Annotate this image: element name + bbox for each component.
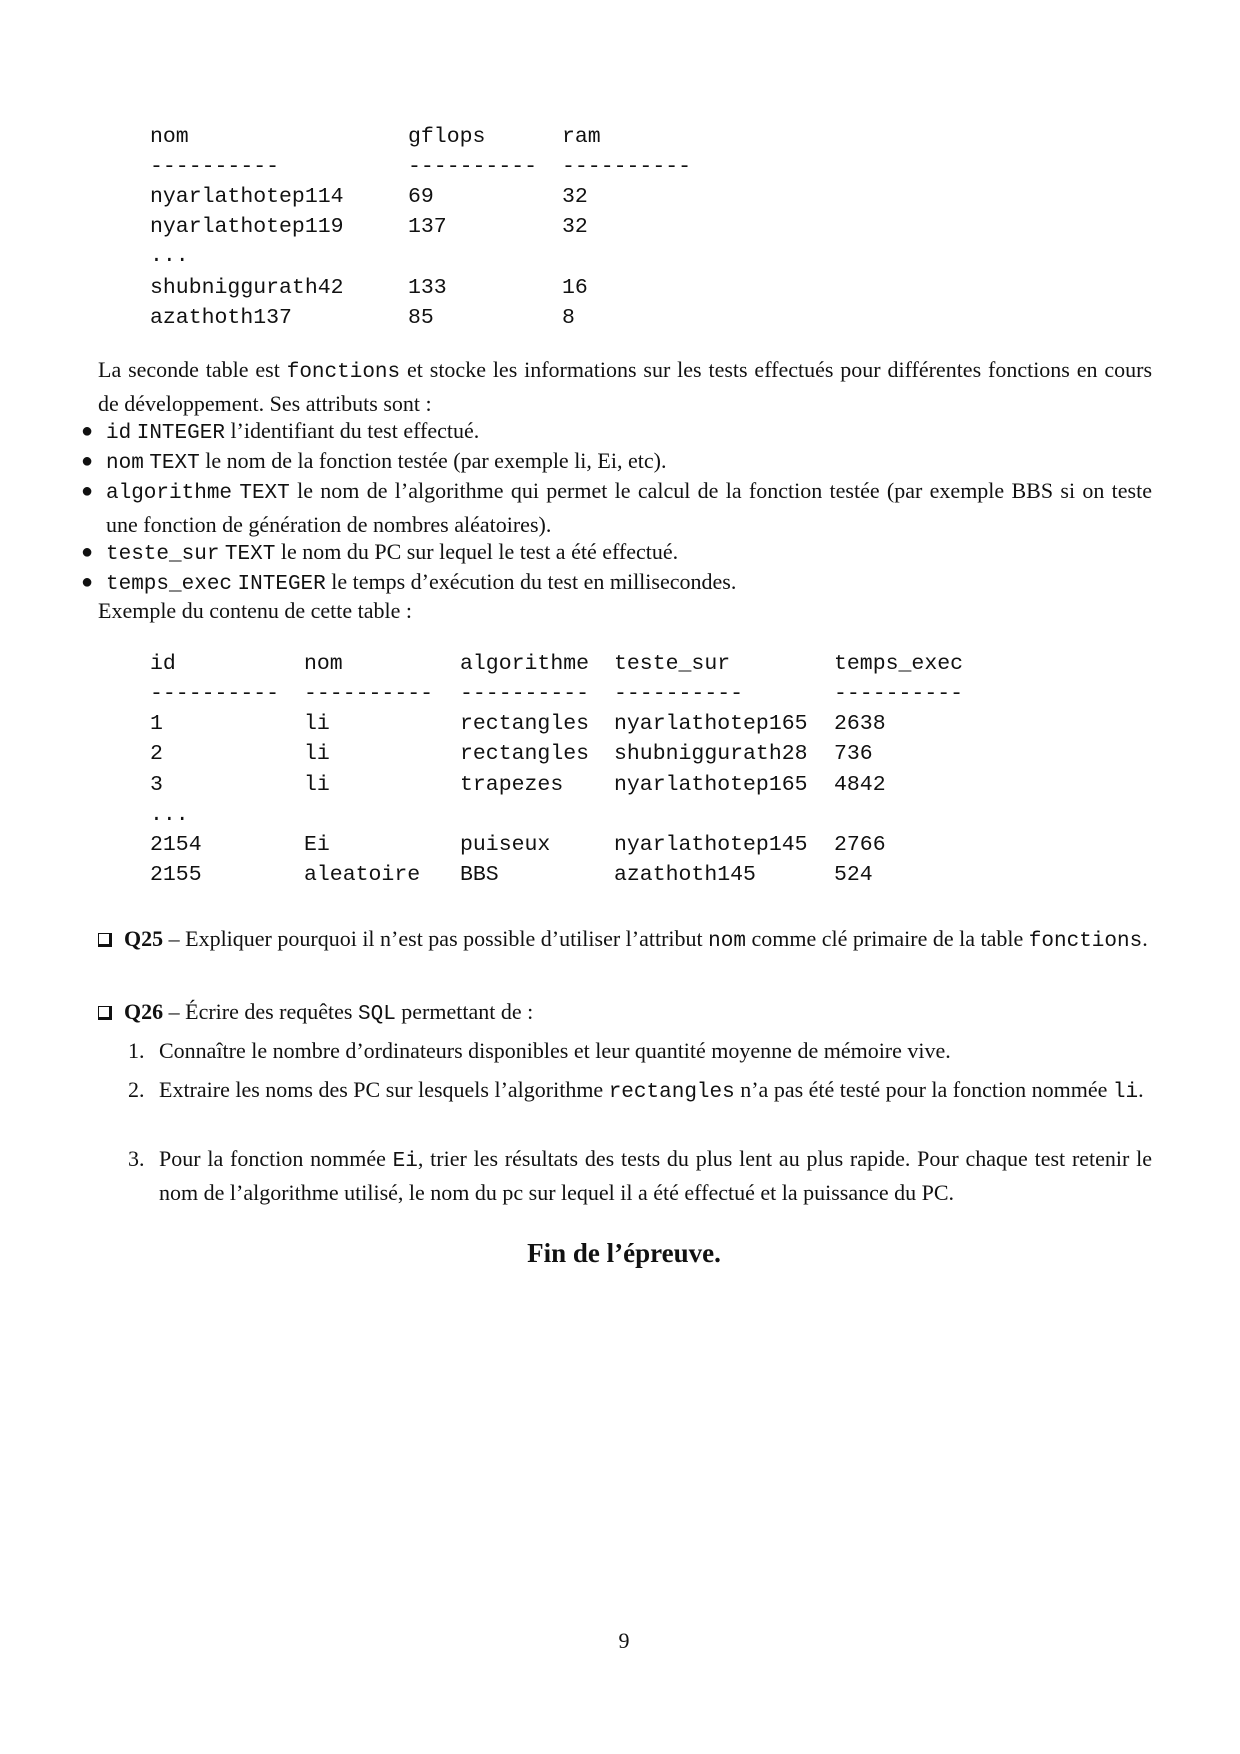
table-cell: rectangles [460, 742, 590, 766]
list-item [128, 1036, 1152, 1067]
checkbox-icon [98, 1006, 112, 1020]
list-item [128, 1075, 1152, 1109]
table-cell: 2 [150, 742, 163, 766]
end-title: Fin de l’épreuve. [527, 1238, 721, 1268]
table-cell: 4842 [834, 773, 886, 797]
table-cell: 69 [408, 185, 434, 209]
item-number: 2. [128, 1077, 145, 1102]
attribute-desc: le temps d’exécution du test en millisecondes. [331, 569, 737, 594]
attribute-type: INTEGER [237, 573, 326, 596]
code-nom: nom [708, 930, 746, 953]
table-separator [0, 679, 1240, 709]
attribute-type: TEXT [224, 543, 276, 566]
header-id: id [150, 652, 176, 676]
question-label: Q25 [124, 926, 164, 951]
table-cell: nyarlathotep165 [614, 712, 808, 736]
item-text: , trier les résultats des tests du plus lent au plus rapide. Pour chaque test retenir le nom de l’algorithme utilisé, le nom du pc sur lequel il a été effectué et la puissance du PC. [159, 1146, 1153, 1205]
attribute-name: temps_exec [106, 573, 233, 596]
question-text: Expliquer pourquoi il n’est pas possible d’utiliser l’attribut [185, 926, 703, 951]
table-cell: li [304, 773, 330, 797]
table-cell: li [304, 742, 330, 766]
table-cell: nyarlathotep119 [150, 215, 344, 239]
attribute-item [78, 416, 1152, 450]
question-text: permettant de : [401, 999, 534, 1024]
header-gflops: gflops [408, 125, 486, 149]
table-row [0, 830, 1240, 860]
table-cell: aleatoire [304, 863, 421, 887]
table-cell: 137 [408, 215, 447, 239]
checkbox-icon [98, 933, 112, 947]
intro-text: La seconde table est [98, 357, 280, 382]
item-text: Pour la fonction nommée [159, 1146, 386, 1171]
item-number: 3. [128, 1146, 145, 1171]
attribute-desc: l’identifiant du test effectué. [230, 418, 480, 443]
separator: ---------- [408, 155, 538, 179]
table-cell: azathoth137 [150, 306, 292, 330]
table-cell: 32 [562, 215, 588, 239]
dash: – [163, 926, 186, 951]
table-cell: 2155 [150, 863, 202, 887]
example-label: Exemple du contenu de cette table : [98, 598, 412, 623]
separator: ---------- [460, 682, 590, 706]
table-cell: shubniggurath28 [614, 742, 808, 766]
table-separator [0, 152, 1240, 182]
table-header [0, 122, 1240, 152]
table-cell: nyarlathotep145 [614, 833, 808, 857]
separator: ---------- [562, 155, 692, 179]
attribute-item [78, 446, 1152, 480]
item-text: Connaître le nombre d’ordinateurs disponibles et leur quantité moyenne de mémoire vive. [159, 1038, 951, 1063]
table-cell: shubniggurath42 [150, 276, 344, 300]
table-cell: 2766 [834, 833, 886, 857]
table-cell: li [304, 712, 330, 736]
table-cell: ... [150, 803, 189, 827]
intro-text: et stocke les informations sur les tests effectués pour différentes fonctions en cours de développement. Ses attributs sont : [98, 357, 1153, 416]
header-nom: nom [150, 125, 189, 149]
code-fonctions: fonctions [286, 361, 401, 384]
code-ei: Ei [392, 1150, 418, 1173]
bullet-icon: ● [81, 480, 94, 502]
separator: ---------- [150, 155, 280, 179]
attribute-name: nom [106, 452, 144, 475]
table-row [0, 241, 1240, 271]
table-row [0, 303, 1240, 333]
table-cell: Ei [304, 833, 330, 857]
punct: . [1138, 1077, 1144, 1102]
table-row [0, 800, 1240, 830]
bullet-icon: ● [81, 541, 94, 563]
attribute-type: TEXT [149, 452, 200, 475]
header-temps-exec: temps_exec [834, 652, 964, 676]
table-row [0, 182, 1240, 212]
header-teste-sur: teste_sur [614, 652, 731, 676]
code-fonctions: fonctions [1028, 930, 1143, 953]
table-cell: 524 [834, 863, 873, 887]
table-cell: 3 [150, 773, 163, 797]
table-cell: 1 [150, 712, 163, 736]
separator: ---------- [304, 682, 434, 706]
table-cell: 2154 [150, 833, 202, 857]
table-header [0, 649, 1240, 679]
header-nom: nom [304, 652, 343, 676]
attribute-name: id [106, 422, 132, 445]
table-cell: 2638 [834, 712, 886, 736]
page-number: 9 [618, 1628, 630, 1653]
item-number: 1. [128, 1038, 145, 1063]
bullet-icon: ● [81, 420, 94, 442]
separator: ---------- [150, 682, 280, 706]
table-cell: 736 [834, 742, 873, 766]
table-cell: rectangles [460, 712, 590, 736]
table-cell: trapezes [460, 773, 564, 797]
table-cell: 133 [408, 276, 447, 300]
table-cell: 32 [562, 185, 588, 209]
punct: . [1142, 926, 1148, 951]
separator: ---------- [834, 682, 964, 706]
attribute-desc: le nom de l’algorithme qui permet le calcul de la fonction testée (par exemple BBS si on teste une fonction de génération de nombres aléatoires). [106, 478, 1152, 537]
table-row [0, 770, 1240, 800]
bullet-icon: ● [81, 450, 94, 472]
table-cell: nyarlathotep114 [150, 185, 344, 209]
table-row [0, 709, 1240, 739]
table-cell: azathoth145 [614, 863, 756, 887]
dash: – [163, 999, 186, 1024]
code-li: li [1112, 1081, 1139, 1104]
bullet-icon: ● [81, 571, 94, 593]
question-text: comme clé primaire de la table [751, 926, 1024, 951]
table-row [0, 739, 1240, 769]
table-row [0, 860, 1240, 890]
separator: ---------- [614, 682, 744, 706]
table-cell: ... [150, 244, 189, 268]
attribute-name: algorithme [106, 482, 233, 505]
attribute-desc: le nom de la fonction testée (par exemple li, Ei, etc). [205, 448, 667, 473]
table-cell: 85 [408, 306, 434, 330]
attribute-item [78, 537, 1152, 571]
item-text: Extraire les noms des PC sur lesquels l’algorithme [159, 1077, 604, 1102]
question-text: Écrire des requêtes [185, 999, 353, 1024]
item-text: n’a pas été testé pour la fonction nommée [740, 1077, 1108, 1102]
attribute-name: teste_sur [106, 543, 220, 566]
code-rectangles: rectangles [608, 1081, 735, 1104]
table-row [0, 273, 1240, 303]
list-item [128, 1144, 1152, 1208]
table-cell: BBS [460, 863, 499, 887]
attribute-item [78, 476, 1152, 540]
header-ram: ram [562, 125, 601, 149]
table-row [0, 212, 1240, 242]
intro-paragraph [98, 355, 1152, 419]
table-cell: nyarlathotep165 [614, 773, 808, 797]
question-q26 [98, 997, 1152, 1031]
code-sql: SQL [357, 1003, 396, 1026]
table-cell: puiseux [460, 833, 551, 857]
question-q25 [98, 924, 1152, 958]
attribute-type: INTEGER [136, 422, 225, 445]
question-label: Q26 [124, 999, 164, 1024]
table-cell: 16 [562, 276, 588, 300]
header-algorithme: algorithme [460, 652, 590, 676]
table-cell: 8 [562, 306, 575, 330]
attribute-type: TEXT [239, 482, 290, 505]
attribute-desc: le nom du PC sur lequel le test a été effectué. [280, 539, 679, 564]
